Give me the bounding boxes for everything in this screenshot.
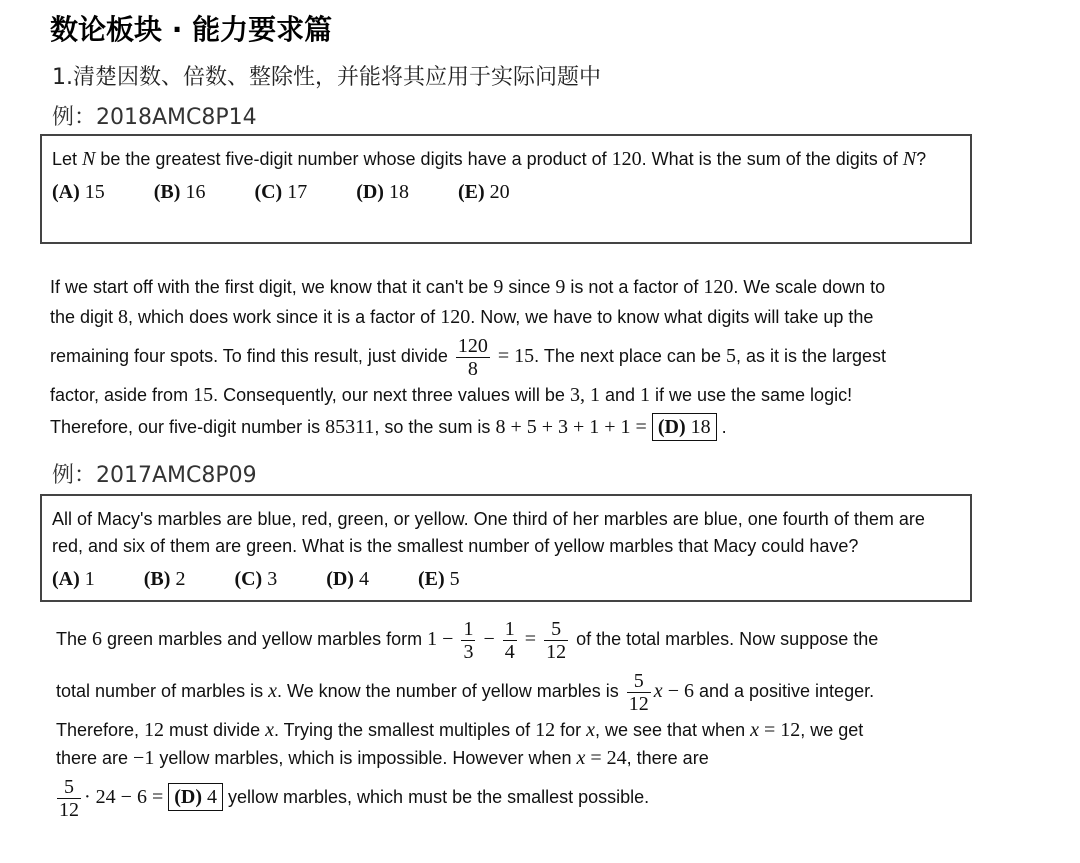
choice-a: (A) 15: [52, 181, 105, 203]
solution-1-line-1: If we start off with the first digit, we know that it can't be 9 since 9 is not a factor of 120. We scale down to: [50, 276, 886, 298]
fraction-5-over-12: $\frac{5}{12}$: [628, 669, 649, 715]
problem-2-text: All of Macy's marbles are blue, red, green, or yellow. One third of her marbles are blue, one fourth of them are red, and six of them are green. What is the smallest number of yellow marbles that Macy could have?: [52, 509, 925, 556]
page-title: 数论板块 · 能力要求篇: [50, 13, 333, 46]
solution-2: [56, 612, 986, 822]
fraction-120-over-8: $\frac{120}{8}$: [457, 334, 488, 380]
fraction-1-over-4: $\frac{1}{4}$: [504, 617, 515, 663]
solution-1-line-3: remaining four spots. To find this result, just divide $\frac{120}{8}$ = 15. The next place can be 5, as it is the largest: [50, 334, 887, 380]
answer-box-1: (D) 18: [652, 413, 717, 441]
solution-1-line-5: Therefore, our five-digit number is 85311, so the sum is 8 + 5 + 3 + 1 + 1 = (D) 18 .: [50, 410, 980, 444]
answer-box-2: (D) 4: [168, 783, 223, 811]
choice-b: (B) 2: [143, 568, 186, 590]
answer-choices-1: [52, 181, 960, 204]
example-1-label: 例：2018AMC8P14: [52, 105, 257, 130]
solution-2-line-1: The 6 green marbles and yellow marbles form 1 − $\frac{1}{3}$ − $\frac{1}{4}$ = $\frac{5}{12}$ of the total marbles. Now suppose the: [56, 617, 879, 663]
choice-a: (A) 1: [52, 568, 95, 590]
fraction-5-over-12: $\frac{5}{12}$: [59, 775, 79, 821]
choice-e: (E) 5: [417, 568, 460, 590]
choice-c: (C) 3: [234, 568, 278, 590]
solution-2-line-4: there are −1 yellow marbles, which is impossible. However when x = 24, there are: [56, 747, 709, 769]
choice-e: (E) 20: [457, 181, 510, 203]
choice-d: (D) 4: [326, 568, 369, 590]
solution-2-line-3: Therefore, 12 must divide x. Trying the smallest multiples of 12 for x, we see that when x = 12, we get: [56, 719, 864, 741]
problem-1-text: Let N be the greatest five-digit number whose digits have a product of 120. What is the sum of the digits of N?: [52, 148, 927, 170]
answer-choices-2: [52, 568, 960, 591]
fraction-1-over-3: $\frac{1}{3}$: [463, 617, 474, 663]
problem-box-2: [40, 494, 972, 602]
solution-2-line-2: total number of marbles is x. We know the number of yellow marbles is $\frac{5}{12}$ x − 6 and a positive integer.: [56, 669, 875, 715]
fraction-5-over-12: $\frac{5}{12}$: [546, 617, 567, 663]
solution-1-line-2: the digit 8, which does work since it is a factor of 120. Now, we have to know what digits will take up the: [50, 306, 874, 328]
solution-1: [50, 272, 980, 444]
solution-2-line-5: $\frac{5}{12}$ · 24 − 6 = (D) 4 yellow marbles, which must be the smallest possible.: [59, 775, 650, 821]
section-subtitle: 1.清楚因数、倍数、整除性，并能将其应用于实际问题中: [52, 65, 601, 90]
problem-box-1: [40, 134, 972, 244]
choice-c: (C) 17: [254, 181, 308, 203]
solution-1-line-4: factor, aside from 15. Consequently, our next three values will be 3, 1 and 1 if we use the same logic!: [50, 384, 853, 406]
choice-b: (B) 16: [153, 181, 206, 203]
example-2-label: 例：2017AMC8P09: [52, 463, 257, 488]
choice-d: (D) 18: [356, 181, 409, 203]
